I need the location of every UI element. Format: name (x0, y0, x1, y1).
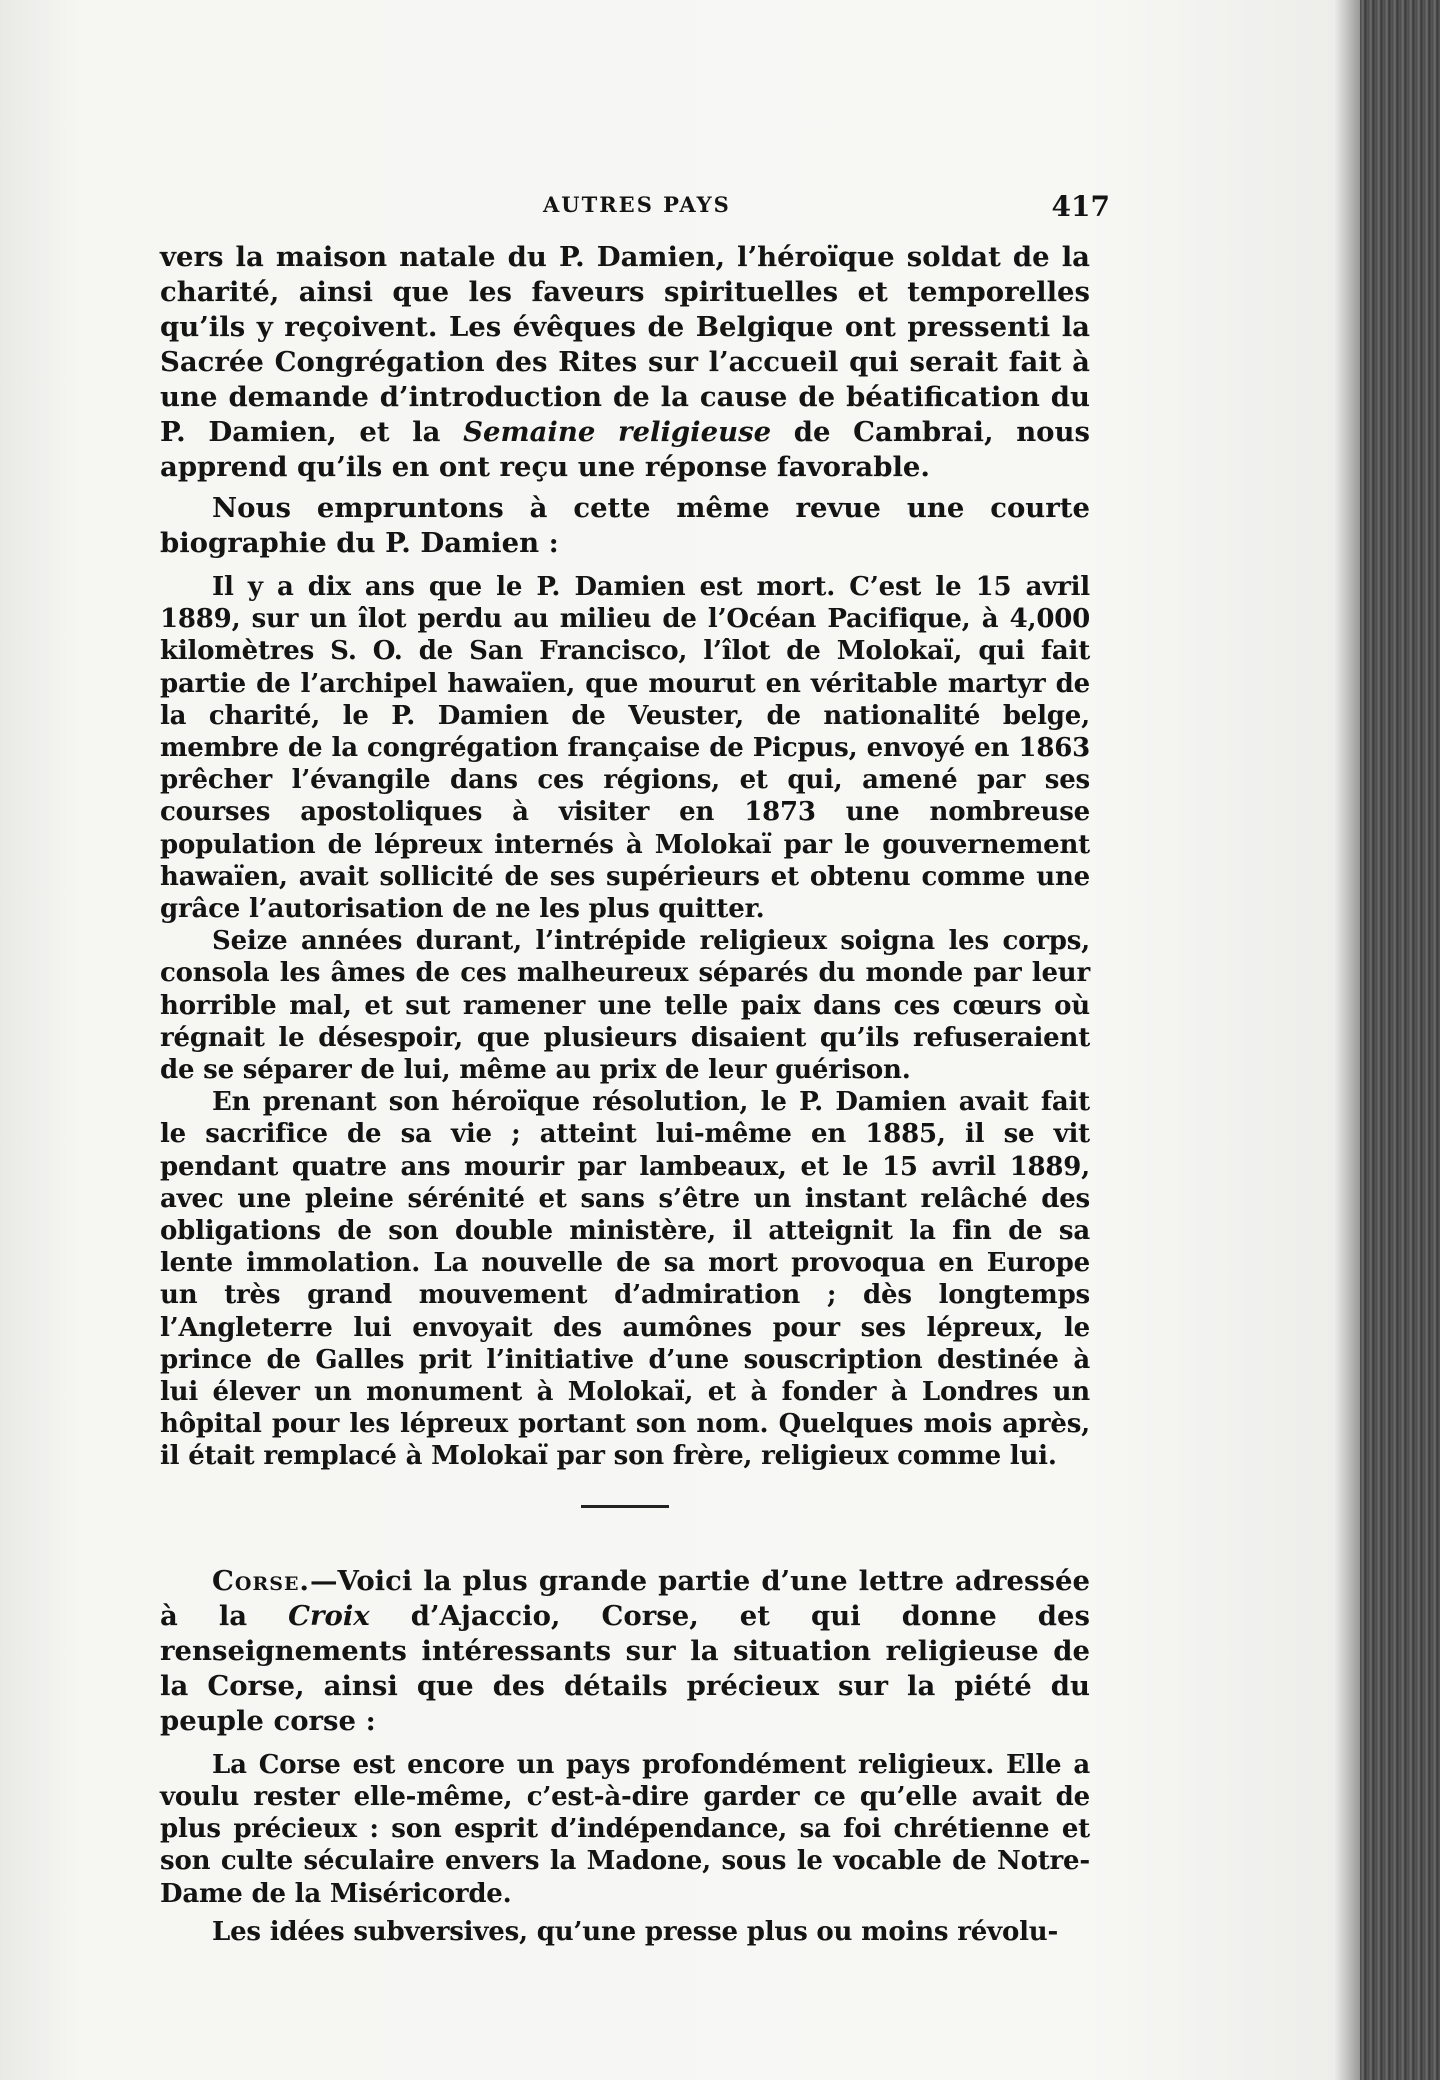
quote-paragraph-subversive-ideas: Les idées subversives, qu’une presse plus ou moins révolu- (212, 1916, 1059, 1947)
paragraph-damien-beatification: vers la maison natale du P. Damien, l’héroïque soldat de la charité, ainsi que les faveurs spirituelles et temporelles qu’ils y reçoivent. Les évêques de Belgique ont pressenti la Sacrée Congrégation des Rites sur l’accueil qui serait fait à une demande d’introduction de la cause de béatification du P. Damien, et la Semaine religieuse de Cambrai, nous apprend qu’ils en ont reçu une réponse favorable. (160, 241, 1091, 483)
paragraph-corse-intro: Corse.—Voici la plus grande partie d’une lettre adressée à la Croix d’Ajaccio, Corse, et qui donne des renseignements intéressants sur la situation religieuse de la Corse, ainsi que des détails précieux sur la piété du peuple corse : (160, 1564, 1091, 1737)
section-lead-corse: Corse. (212, 1564, 311, 1597)
section-separator-rule (581, 1505, 669, 1508)
page-body (160, 240, 1090, 1948)
paragraph-biography-intro: Nous empruntons à cette même revue une courte biographie du P. Damien : (160, 492, 1090, 559)
quote-paragraph-corse-religious: La Corse est encore un pays profondément religieux. Elle a voulu rester elle-même, c’est-à-dire garder ce qu’elle avait de plus précieux : son esprit d’indépendance, sa foi chrétienne et son culte séculaire envers la Madone, sous le vocable de Notre-Dame de la Miséricorde. (160, 1749, 1090, 1909)
quote-paragraph-care: Seize années durant, l’intrépide religieux soigna les corps, consola les âmes de ces malheureux séparés du monde par leur horrible mal, et sut ramener une telle paix dans ces cœurs où régnait le désespoir, que plusieurs disaient qu’ils refuseraient de se séparer de lui, même au prix de leur guérison. (160, 926, 1090, 1086)
page-number: 417 (1051, 190, 1110, 223)
journal-title: Semaine religieuse (463, 416, 772, 448)
book-page-edges (1360, 0, 1440, 2080)
quote-paragraph-death: Il y a dix ans que le P. Damien est mort. C’est le 15 avril 1889, sur un îlot perdu au milieu de l’Océan Pacifique, à 4,000 kilomètres S. O. de San Francisco, l’îlot de Molokaï, qui fait partie de l’archipel hawaïen, que mourut en véritable martyr de la charité, le P. Damien de Veuster, de nationalité belge, membre de la congrégation française de Picpus, envoyé en 1863 prêcher l’évangile dans ces régions, et qui, amené par ses courses apostoliques à visiter en 1873 une nombreuse population de lépreux internés à Molokaï par le gouvernement hawaïen, avait sollicité de ses supérieurs et obtenu comme une grâce l’autorisation de ne les plus quitter. (160, 572, 1090, 925)
page-gutter-shadow (1334, 0, 1360, 2080)
newspaper-title: Croix (288, 1599, 370, 1632)
page-header (165, 192, 1110, 232)
running-head: AUTRES PAYS (543, 192, 731, 217)
quote-paragraph-sacrifice: En prenant son héroïque résolution, le P. Damien avait fait le sacrifice de sa vie ; atteint lui-même en 1885, il se vit pendant quatre ans mourir par lambeaux, et le 15 avril 1889, avec une pleine sérénité et sans s’être un instant relâché des obligations de son double ministère, il atteignit la fin de sa lente immolation. La nouvelle de sa mort provoqua en Europe un très grand mouvement d’admiration ; dès longtemps l’Angleterre lui envoyait des aumônes pour ses lépreux, le prince de Galles prit l’initiative d’une souscription destinée à lui élever un monument à Molokaï, et à fonder à Londres un hôpital pour les lépreux portant son nom. Quelques mois après, il était remplacé à Molokaï par son frère, religieux comme lui. (160, 1087, 1090, 1472)
